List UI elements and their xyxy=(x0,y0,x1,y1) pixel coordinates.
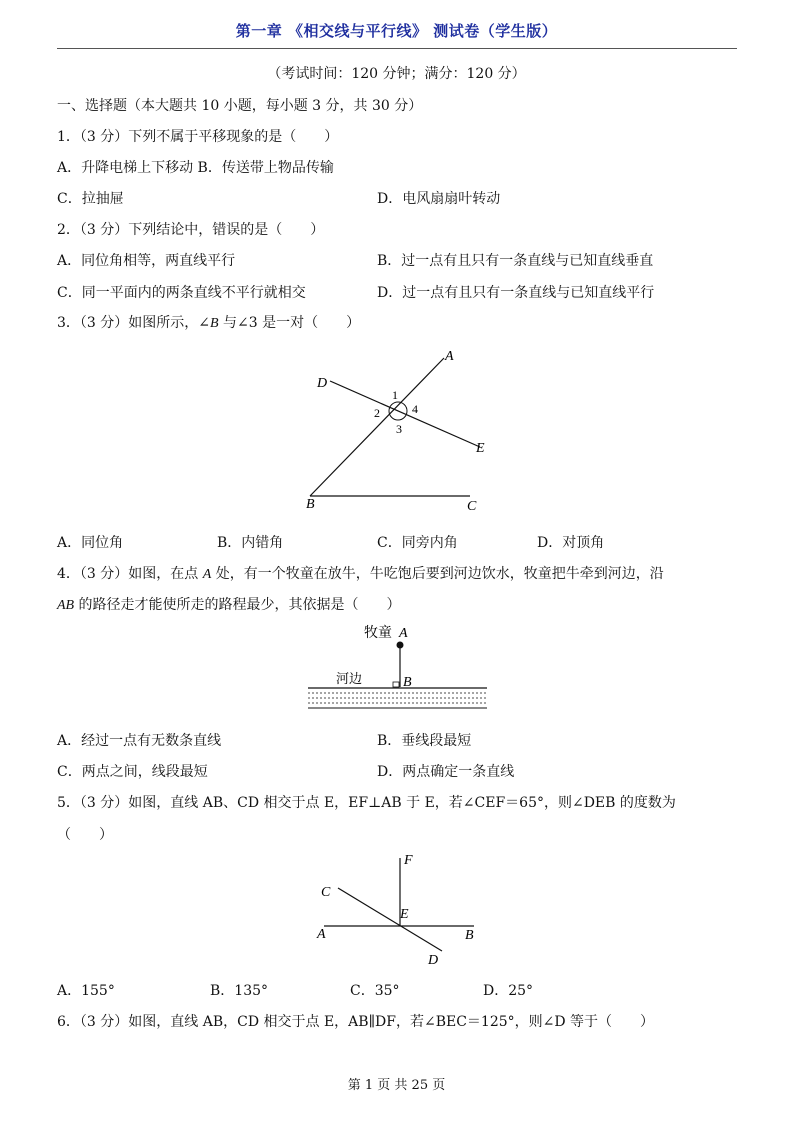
q5-label-c: C xyxy=(321,885,331,900)
q4-river-label: 河边 xyxy=(336,672,363,687)
q3-label-1: 1 xyxy=(392,388,398,402)
page-title: 第一章 《相交线与平行线》 测试卷（学生版） xyxy=(235,22,558,40)
exam-info: （考试时间：120 分钟；满分：120 分） xyxy=(267,66,526,82)
q3-option-d: D．对顶角 xyxy=(537,535,605,551)
q4-label-b: B xyxy=(403,675,412,690)
q5-stem: 5．（3 分）如图，直线 AB、CD 相交于点 E，EF⊥AB 于 E，若∠CEF＝65°，则∠DEB 的度数为 xyxy=(57,795,676,811)
q5-option-c: C．35° xyxy=(350,983,400,999)
q4-option-a: A．经过一点有无数条直线 xyxy=(57,733,222,749)
q4-figure xyxy=(300,620,495,720)
q3-label-d: D xyxy=(317,376,328,391)
q5-option-b: B．135° xyxy=(210,983,269,999)
q5-label-e: E xyxy=(400,907,409,922)
q1-option-a-b: A．升降电梯上下移动 B．传送带上物品传输 xyxy=(57,160,334,176)
q2-stem: 2．（3 分）下列结论中，错误的是（ ） xyxy=(57,222,325,238)
q3-label-b: B xyxy=(306,497,315,512)
q4-herder-label: 牧童 xyxy=(364,625,392,641)
q3-label-e: E xyxy=(476,441,485,456)
q3-option-c: C．同旁内角 xyxy=(377,535,458,551)
q3-label-2: 2 xyxy=(374,406,380,420)
q3-stem: 3．（3 分）如图所示，∠B 与∠3 是一对（ ） xyxy=(57,315,361,331)
q4-option-d: D．两点确定一条直线 xyxy=(377,764,515,780)
q1-option-d: D．电风扇扇叶转动 xyxy=(377,191,501,207)
q3-label-3: 3 xyxy=(396,422,402,436)
q3-figure xyxy=(300,340,500,518)
q2-option-c: C．同一平面内的两条直线不平行就相交 xyxy=(57,285,306,301)
q5-stem-cont: （ ） xyxy=(57,827,113,843)
q5-figure xyxy=(310,848,490,970)
q5-label-b: B xyxy=(465,928,474,943)
section-heading: 一、选择题（本大题共 10 小题，每小题 3 分，共 30 分） xyxy=(57,98,423,114)
header-divider xyxy=(57,48,737,49)
q3-option-b: B．内错角 xyxy=(217,535,284,551)
q4-stem: 4．（3 分）如图，在点 A 处，有一个牧童在放牛，牛吃饱后要到河边饮水，牧童把牛牵到河边，沿 xyxy=(57,566,664,582)
q4-label-a: A xyxy=(399,626,408,641)
q3-label-a: A xyxy=(445,349,454,364)
q6-stem: 6．（3 分）如图，直线 AB，CD 相交于点 E，AB∥DF，若∠BEC＝125°，则∠D 等于（ ） xyxy=(57,1014,655,1030)
q4-option-b: B．垂线段最短 xyxy=(377,733,472,749)
page-footer: 第 1 页 共 25 页 xyxy=(347,1078,446,1093)
q3-label-c: C xyxy=(467,499,477,514)
q2-option-a: A．同位角相等，两直线平行 xyxy=(57,253,236,269)
q5-option-a: A．155° xyxy=(57,983,115,999)
q5-option-d: D．25° xyxy=(483,983,534,999)
q4-stem-cont: AB 的路径走才能使所走的路程最少，其依据是（ ） xyxy=(57,597,401,613)
q3-label-4: 4 xyxy=(412,402,418,416)
q2-option-d: D．过一点有且只有一条直线与已知直线平行 xyxy=(377,285,655,301)
q5-label-f: F xyxy=(404,853,413,868)
q5-label-d: D xyxy=(428,953,439,968)
q4-option-c: C．两点之间，线段最短 xyxy=(57,764,208,780)
q1-option-c: C．拉抽屉 xyxy=(57,191,124,207)
q3-option-a: A．同位角 xyxy=(57,535,124,551)
q2-option-b: B．过一点有且只有一条直线与已知直线垂直 xyxy=(377,253,654,269)
q5-label-a: A xyxy=(317,927,326,942)
q1-stem: 1．（3 分）下列不属于平移现象的是（ ） xyxy=(57,129,339,145)
